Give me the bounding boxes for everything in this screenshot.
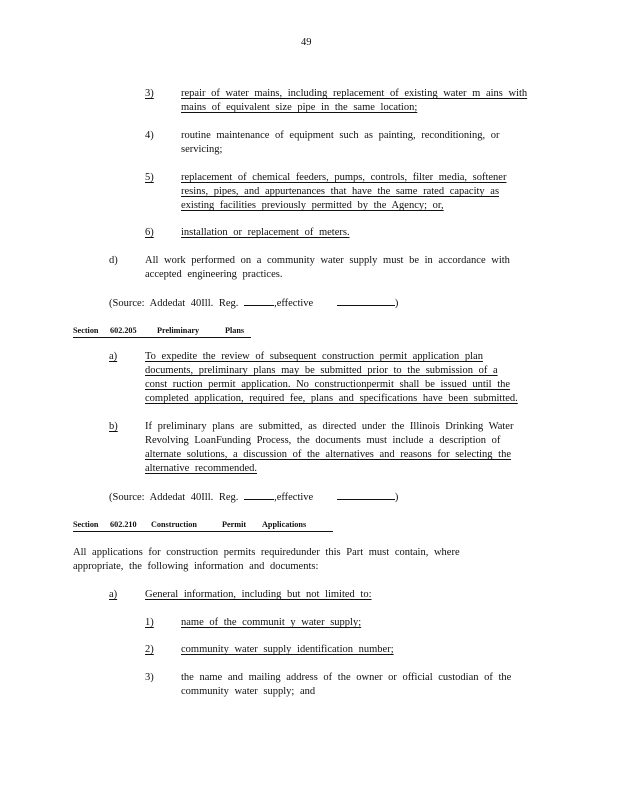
source-effective: ,effective: [274, 492, 314, 503]
list-item-number: 3): [145, 672, 154, 683]
list-item-text: community water supply identification number;: [181, 644, 394, 655]
section-title: Construction: [151, 520, 197, 529]
paragraph-label: a): [109, 351, 118, 362]
section-title: Plans: [225, 326, 245, 335]
list-item-text: servicing;: [181, 144, 223, 155]
intro-text: appropriate, the following information and documents:: [73, 561, 319, 572]
section-title: Applications: [262, 520, 307, 529]
paragraph-text: alternative recommended.: [145, 463, 258, 474]
list-item-number: 4): [145, 130, 154, 141]
list-item-number: 1): [145, 617, 154, 628]
section-number: 602.210: [110, 520, 137, 529]
list-item-text: routine maintenance of equipment such as painting, reconditioning, or: [181, 130, 500, 141]
paragraph-text: completed application, required fee, plans and specifications have been submitted.: [145, 393, 518, 404]
list-item-text: installation or replacement of meters.: [181, 227, 350, 238]
list-item-text: name of the communit y water supply;: [181, 617, 362, 628]
source-note: (Source: Addedat 40Ill. Reg. ,effective ): [109, 492, 399, 503]
blank-line: [244, 296, 274, 306]
section-number: 602.205: [110, 326, 137, 335]
section-title: Permit: [222, 520, 247, 529]
paragraph-text: Revolving LoanFunding Process, the documents must include a description of: [145, 435, 501, 446]
paragraph-text: documents, preliminary plans may be submitted prior to the submission of a: [145, 365, 498, 376]
list-item-number: 2): [145, 644, 154, 655]
blank-line: [244, 490, 274, 500]
section-rule: [73, 337, 251, 338]
list-item-number: 6): [145, 227, 154, 238]
paragraph-text: accepted engineering practices.: [145, 269, 283, 280]
list-item-text: replacement of chemical feeders, pumps, controls, filter media, softener: [181, 172, 507, 183]
list-item-number: 5): [145, 172, 154, 183]
source-text: (Source: Addedat 40Ill. Reg.: [109, 492, 239, 503]
section-label: Section: [73, 326, 99, 335]
list-item-text: repair of water mains, including replacement of existing water m ains with: [181, 88, 528, 99]
paragraph-text: All work performed on a community water supply must be in accordance with: [145, 255, 510, 266]
intro-text: All applications for construction permits requiredunder this Part must contain, where: [73, 547, 460, 558]
list-item-text: community water supply; and: [181, 686, 316, 697]
list-item-number: 3): [145, 88, 154, 99]
section-title: Preliminary: [157, 326, 200, 335]
paragraph-text: alternate solutions, a discussion of the alternatives and reasons for selecting the: [145, 449, 511, 460]
section-rule: [73, 531, 333, 532]
list-item-text: the name and mailing address of the owner or official custodian of the: [181, 672, 512, 683]
page-number: 49: [301, 37, 312, 48]
paragraph-label: a): [109, 589, 118, 600]
list-item-text: resins, pipes, and appurtenances that have the same rated capacity as: [181, 186, 500, 197]
paragraph-text: To expedite the review of subsequent construction permit application plan: [145, 351, 483, 362]
source-text: (Source: Addedat 40Ill. Reg.: [109, 298, 239, 309]
paragraph-label: d): [109, 255, 118, 266]
list-item-text: mains of equivalent size pipe in the same location;: [181, 102, 418, 113]
paragraph-text: If preliminary plans are submitted, as directed under the Illinois Drinking Water: [145, 421, 514, 432]
source-note: (Source: Addedat 40Ill. Reg. ,effective ): [109, 298, 399, 309]
paragraph-label: b): [109, 421, 118, 432]
source-effective: ,effective: [274, 298, 314, 309]
paragraph-text: General information, including but not limited to:: [145, 589, 372, 600]
paragraph-text: const ruction permit application. No constructionpermit shall be issued until the: [145, 379, 511, 390]
blank-line: [337, 490, 395, 500]
list-item-text: existing facilities previously permitted by the Agency; or,: [181, 200, 444, 211]
section-label: Section: [73, 520, 99, 529]
blank-line: [337, 296, 395, 306]
